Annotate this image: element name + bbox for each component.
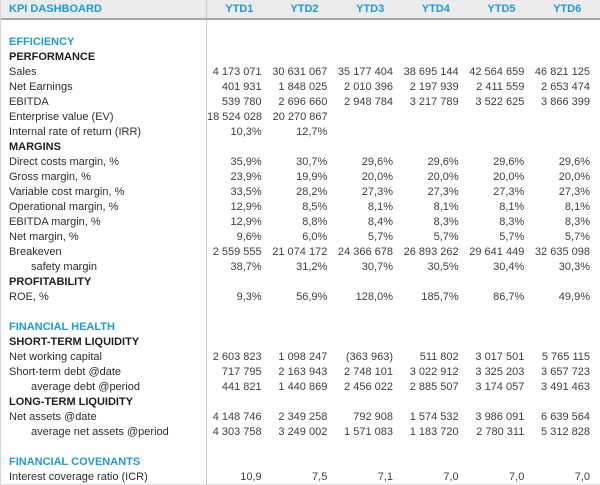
cell-value[interactable]: 717 795: [206, 365, 272, 380]
cell-value[interactable]: 539 780: [206, 95, 272, 110]
cell-value[interactable]: 3 986 091: [475, 411, 525, 423]
cell-value: [206, 335, 272, 350]
cell-value[interactable]: 5,7%: [499, 231, 525, 243]
row-label[interactable]: LONG-TERM LIQUIDITY: [9, 396, 134, 408]
cell-value[interactable]: 3 491 463: [541, 381, 590, 393]
table-row: [1, 80, 600, 95]
cell-value: [337, 440, 403, 455]
cell-value[interactable]: 511 802: [419, 351, 459, 363]
cell-value[interactable]: 32 635 098: [534, 246, 590, 258]
cell-value: [337, 335, 403, 350]
cell-value[interactable]: 8,1%: [367, 201, 393, 213]
cell-value[interactable]: 20,0%: [558, 171, 590, 183]
cell-value[interactable]: 8,3%: [564, 216, 590, 228]
cell-value[interactable]: 30,7%: [361, 261, 393, 273]
row-label[interactable]: MARGINS: [9, 141, 61, 153]
cell-value[interactable]: 3 022 912: [409, 366, 459, 378]
cell-value[interactable]: 792 908: [353, 411, 393, 423]
table-body: [1, 20, 600, 485]
cell-value: [206, 140, 272, 155]
cell-value: [534, 50, 600, 65]
cell-value[interactable]: 8,3%: [499, 216, 525, 228]
cell-value[interactable]: 56,9%: [296, 291, 328, 303]
cell-value: [534, 335, 600, 350]
row-label: [1, 305, 206, 320]
cell-value[interactable]: 49,9%: [558, 291, 590, 303]
cell-value: [206, 50, 272, 65]
section-header[interactable]: FINANCIAL COVENANTS: [9, 456, 141, 468]
cell-value[interactable]: 3 017 501: [475, 351, 525, 363]
cell-value: [534, 455, 600, 470]
row-label[interactable]: Short-term debt @date: [9, 366, 122, 378]
cell-value[interactable]: 8,8%: [302, 216, 328, 228]
cell-value[interactable]: 7,1: [377, 471, 393, 483]
cell-value[interactable]: 9,6%: [206, 230, 272, 245]
cell-value: [337, 320, 403, 335]
cell-value[interactable]: 30,5%: [427, 261, 459, 273]
cell-value[interactable]: 20,0%: [427, 171, 459, 183]
cell-value: [337, 35, 403, 50]
cell-value[interactable]: 185,7%: [421, 291, 459, 303]
cell-value[interactable]: 3 174 057: [475, 381, 525, 393]
cell-value[interactable]: 441 821: [206, 380, 272, 395]
spacer-row: [1, 305, 600, 320]
row-label[interactable]: PERFORMANCE: [9, 51, 96, 63]
cell-value[interactable]: 2 696 660: [278, 96, 328, 108]
cell-value[interactable]: 20,0%: [361, 171, 393, 183]
cell-value: [206, 320, 272, 335]
cell-value[interactable]: 2 163 943: [278, 366, 328, 378]
cell-value[interactable]: 3 522 625: [475, 96, 525, 108]
group-row: [1, 335, 600, 350]
row-label[interactable]: Net margin, %: [9, 231, 79, 243]
row-label[interactable]: EBITDA margin, %: [9, 216, 101, 228]
cell-value: [272, 395, 338, 410]
table-row: [1, 290, 600, 305]
cell-value[interactable]: 29,6%: [427, 156, 459, 168]
cell-value[interactable]: 401 931: [206, 80, 272, 95]
cell-value[interactable]: 27,3%: [558, 186, 590, 198]
cell-value: [534, 20, 600, 35]
cell-value: [403, 20, 469, 35]
cell-value: [403, 125, 469, 140]
cell-value: [337, 455, 403, 470]
cell-value[interactable]: 2 559 555: [206, 245, 272, 260]
cell-value[interactable]: 8,1%: [499, 201, 525, 213]
column-header-ytd6[interactable]: YTD6: [553, 3, 582, 15]
cell-value[interactable]: 3 217 789: [409, 96, 459, 108]
cell-value: [403, 275, 469, 290]
cell-value[interactable]: 3 325 203: [475, 366, 525, 378]
cell-value: [469, 455, 535, 470]
cell-value[interactable]: 4 148 746: [206, 410, 272, 425]
row-label: [1, 20, 206, 35]
row-label[interactable]: average debt @period: [31, 381, 141, 393]
cell-value: [337, 305, 403, 320]
group-row: [1, 50, 600, 65]
column-header-ytd5[interactable]: YTD5: [487, 3, 516, 15]
cell-value[interactable]: 35 177 404: [337, 66, 393, 78]
cell-value: [272, 50, 338, 65]
table-row: [1, 95, 600, 110]
row-label[interactable]: Operational margin, %: [9, 201, 119, 213]
cell-value[interactable]: 128,0%: [355, 291, 393, 303]
row-label[interactable]: Sales: [9, 66, 37, 78]
cell-value[interactable]: 6 639 564: [541, 411, 590, 423]
table-row: [1, 200, 600, 215]
section-row: [1, 35, 600, 50]
cell-value[interactable]: 2 603 823: [206, 350, 272, 365]
group-row: [1, 395, 600, 410]
cell-value: [403, 140, 469, 155]
cell-value: [272, 35, 338, 50]
cell-value: [534, 110, 600, 125]
cell-value[interactable]: 30,7%: [296, 156, 328, 168]
cell-value: [206, 440, 272, 455]
cell-value[interactable]: 24 366 678: [337, 246, 393, 258]
cell-value[interactable]: 7,5: [312, 471, 328, 483]
cell-value[interactable]: 8,3%: [433, 216, 459, 228]
table-row: [1, 215, 600, 230]
cell-value: [469, 50, 535, 65]
cell-value: [206, 395, 272, 410]
cell-value[interactable]: 28,2%: [296, 186, 328, 198]
table-row: [1, 350, 600, 365]
table-row: [1, 380, 600, 395]
table-row: [1, 170, 600, 185]
cell-value[interactable]: 7,0: [574, 471, 590, 483]
cell-value[interactable]: 38 695 144: [403, 66, 459, 78]
cell-value[interactable]: 5,7%: [433, 231, 459, 243]
table-row: [1, 365, 600, 380]
row-label: [1, 440, 206, 455]
cell-value: [469, 320, 535, 335]
cell-value: [272, 335, 338, 350]
cell-value[interactable]: (363 963): [345, 351, 393, 363]
table-row: [1, 230, 600, 245]
column-header-ytd1[interactable]: YTD1: [206, 0, 272, 18]
cell-value[interactable]: 27,3%: [493, 186, 525, 198]
row-label[interactable]: PROFITABILITY: [9, 276, 92, 288]
cell-value: [206, 20, 272, 35]
cell-value[interactable]: 5 312 828: [541, 426, 590, 438]
cell-value[interactable]: 2 456 022: [344, 381, 393, 393]
table-row: [1, 125, 600, 140]
table-row: [1, 260, 600, 275]
column-header-ytd4[interactable]: YTD4: [421, 3, 450, 15]
cell-value[interactable]: 42 564 659: [469, 66, 525, 78]
cell-value[interactable]: 6,0%: [302, 231, 328, 243]
cell-value: [403, 440, 469, 455]
cell-value: [534, 275, 600, 290]
section-row: [1, 455, 600, 470]
group-row: [1, 140, 600, 155]
cell-value[interactable]: 26 893 262: [403, 246, 459, 258]
cell-value[interactable]: 46 821 125: [534, 66, 590, 78]
cell-value[interactable]: 3 657 723: [541, 366, 590, 378]
cell-value[interactable]: 35,9%: [206, 155, 272, 170]
cell-value[interactable]: 29,6%: [558, 156, 590, 168]
spacer-row: [1, 440, 600, 455]
cell-value: [337, 125, 403, 140]
cell-value: [534, 140, 600, 155]
cell-value: [403, 395, 469, 410]
cell-value[interactable]: 2 948 784: [344, 96, 393, 108]
group-row: [1, 275, 600, 290]
cell-value[interactable]: 20 270 867: [272, 111, 328, 123]
section-header[interactable]: EFFICIENCY: [9, 36, 75, 48]
row-label[interactable]: safety margin: [31, 261, 98, 273]
cell-value[interactable]: 1 098 247: [278, 351, 328, 363]
cell-value[interactable]: 2 780 311: [476, 426, 525, 438]
section-header[interactable]: FINANCIAL HEALTH: [9, 321, 115, 333]
cell-value[interactable]: 1 183 720: [409, 426, 459, 438]
cell-value: [534, 125, 600, 140]
cell-value[interactable]: 2 653 474: [541, 81, 590, 93]
row-label[interactable]: Net working capital: [9, 351, 102, 363]
cell-value[interactable]: 5,7%: [564, 231, 590, 243]
table-row: [1, 110, 600, 125]
cell-value[interactable]: 23,9%: [206, 170, 272, 185]
cell-value: [403, 320, 469, 335]
cell-value[interactable]: 86,7%: [493, 291, 525, 303]
cell-value: [337, 20, 403, 35]
cell-value: [403, 455, 469, 470]
cell-value[interactable]: 8,1%: [433, 201, 459, 213]
row-label[interactable]: Variable cost margin, %: [9, 186, 125, 198]
cell-value: [469, 440, 535, 455]
cell-value: [403, 335, 469, 350]
cell-value: [272, 20, 338, 35]
cell-value: [403, 110, 469, 125]
cell-value: [206, 275, 272, 290]
cell-value: [272, 305, 338, 320]
cell-value[interactable]: 1 571 083: [344, 426, 393, 438]
cell-value[interactable]: 1 440 869: [278, 381, 328, 393]
cell-value: [469, 335, 535, 350]
cell-value[interactable]: 8,4%: [367, 216, 393, 228]
cell-value[interactable]: 30,4%: [493, 261, 525, 273]
cell-value: [337, 395, 403, 410]
cell-value: [206, 35, 272, 50]
cell-value[interactable]: 4 303 758: [206, 425, 272, 440]
cell-value[interactable]: 29,6%: [493, 156, 525, 168]
cell-value[interactable]: 31,2%: [296, 261, 328, 273]
cell-value[interactable]: 18 524 028: [206, 110, 272, 125]
row-label[interactable]: Direct costs margin, %: [9, 156, 120, 168]
cell-value: [206, 305, 272, 320]
cell-value[interactable]: 10,9: [206, 470, 272, 485]
cell-value[interactable]: 30,3%: [558, 261, 590, 273]
cell-value: [272, 455, 338, 470]
cell-value: [469, 110, 535, 125]
cell-value: [272, 440, 338, 455]
column-header-ytd2[interactable]: YTD2: [290, 3, 319, 15]
cell-value: [403, 50, 469, 65]
table-row: [1, 410, 600, 425]
cell-value[interactable]: 4 173 071: [206, 65, 272, 80]
row-label[interactable]: Enterprise value (EV): [9, 111, 114, 123]
column-header-ytd3[interactable]: YTD3: [356, 3, 385, 15]
cell-value: [206, 455, 272, 470]
cell-value: [534, 440, 600, 455]
row-label[interactable]: Net assets @date: [9, 411, 97, 423]
cell-value[interactable]: 3 866 399: [541, 96, 590, 108]
cell-value: [469, 275, 535, 290]
cell-value[interactable]: 5 765 115: [541, 351, 590, 363]
row-label[interactable]: EBITDA: [9, 96, 49, 108]
cell-value[interactable]: 33,5%: [206, 185, 272, 200]
cell-value[interactable]: 2 411 559: [476, 81, 525, 93]
cell-value: [469, 125, 535, 140]
cell-value: [469, 140, 535, 155]
cell-value: [534, 395, 600, 410]
cell-value: [337, 140, 403, 155]
row-label[interactable]: ROE, %: [9, 291, 49, 303]
cell-value: [272, 320, 338, 335]
cell-value[interactable]: 12,9%: [206, 200, 272, 215]
row-label[interactable]: SHORT-TERM LIQUIDITY: [9, 336, 140, 348]
cell-value[interactable]: 8,1%: [564, 201, 590, 213]
cell-value[interactable]: 12,7%: [296, 126, 328, 138]
table-row: [1, 245, 600, 260]
cell-value[interactable]: 7,0: [509, 471, 525, 483]
cell-value[interactable]: 21 074 172: [272, 246, 328, 258]
cell-value: [338, 110, 404, 125]
cell-value[interactable]: 12,9%: [206, 215, 272, 230]
cell-value[interactable]: 9,3%: [206, 290, 272, 305]
cell-value: [534, 320, 600, 335]
row-label[interactable]: Internal rate of return (IRR): [9, 126, 142, 138]
cell-value[interactable]: 2 748 101: [344, 366, 393, 378]
cell-value[interactable]: 20,0%: [493, 171, 525, 183]
cell-value: [403, 35, 469, 50]
cell-value[interactable]: 8,5%: [302, 201, 328, 213]
header-row: [1, 0, 600, 20]
cell-value[interactable]: 1 848 025: [278, 81, 328, 93]
cell-value[interactable]: 10,3%: [206, 125, 272, 140]
cell-value[interactable]: 3 249 002: [278, 426, 328, 438]
table-row: [1, 155, 600, 170]
cell-value[interactable]: 7,0: [443, 471, 459, 483]
row-label[interactable]: average net assets @period: [31, 426, 169, 438]
row-label[interactable]: Breakeven: [9, 246, 62, 258]
cell-value: [469, 305, 535, 320]
cell-value[interactable]: 27,3%: [427, 186, 459, 198]
cell-value[interactable]: 2 010 396: [344, 81, 393, 93]
row-label[interactable]: Gross margin, %: [9, 171, 91, 183]
cell-value[interactable]: 30 631 067: [272, 66, 328, 78]
cell-value[interactable]: 2 349 258: [278, 411, 328, 423]
cell-value: [272, 140, 338, 155]
cell-value[interactable]: 5,7%: [367, 231, 393, 243]
spacer-row: [1, 20, 600, 35]
row-label[interactable]: Net Earnings: [9, 81, 73, 93]
cell-value[interactable]: 2 885 507: [409, 381, 459, 393]
section-row: [1, 320, 600, 335]
cell-value: [534, 35, 600, 50]
cell-value: [337, 50, 403, 65]
cell-value: [469, 395, 535, 410]
cell-value[interactable]: 2 197 939: [409, 81, 459, 93]
cell-value: [469, 35, 535, 50]
cell-value: [534, 305, 600, 320]
cell-value: [337, 275, 403, 290]
cell-value[interactable]: 38,7%: [206, 260, 272, 275]
page-title[interactable]: KPI DASHBOARD: [9, 3, 102, 15]
table-row: [1, 425, 600, 440]
cell-value[interactable]: 29 641 449: [469, 246, 525, 258]
cell-value[interactable]: 29,6%: [361, 156, 393, 168]
table-row: [1, 470, 600, 485]
table-row: [1, 185, 600, 200]
cell-value: [272, 275, 338, 290]
cell-value[interactable]: 1 574 532: [409, 411, 459, 423]
cell-value: [403, 305, 469, 320]
table-row: [1, 65, 600, 80]
cell-value[interactable]: 27,3%: [361, 186, 393, 198]
row-label[interactable]: Interest coverage ratio (ICR): [9, 471, 148, 483]
cell-value: [469, 20, 535, 35]
cell-value[interactable]: 19,9%: [296, 171, 328, 183]
